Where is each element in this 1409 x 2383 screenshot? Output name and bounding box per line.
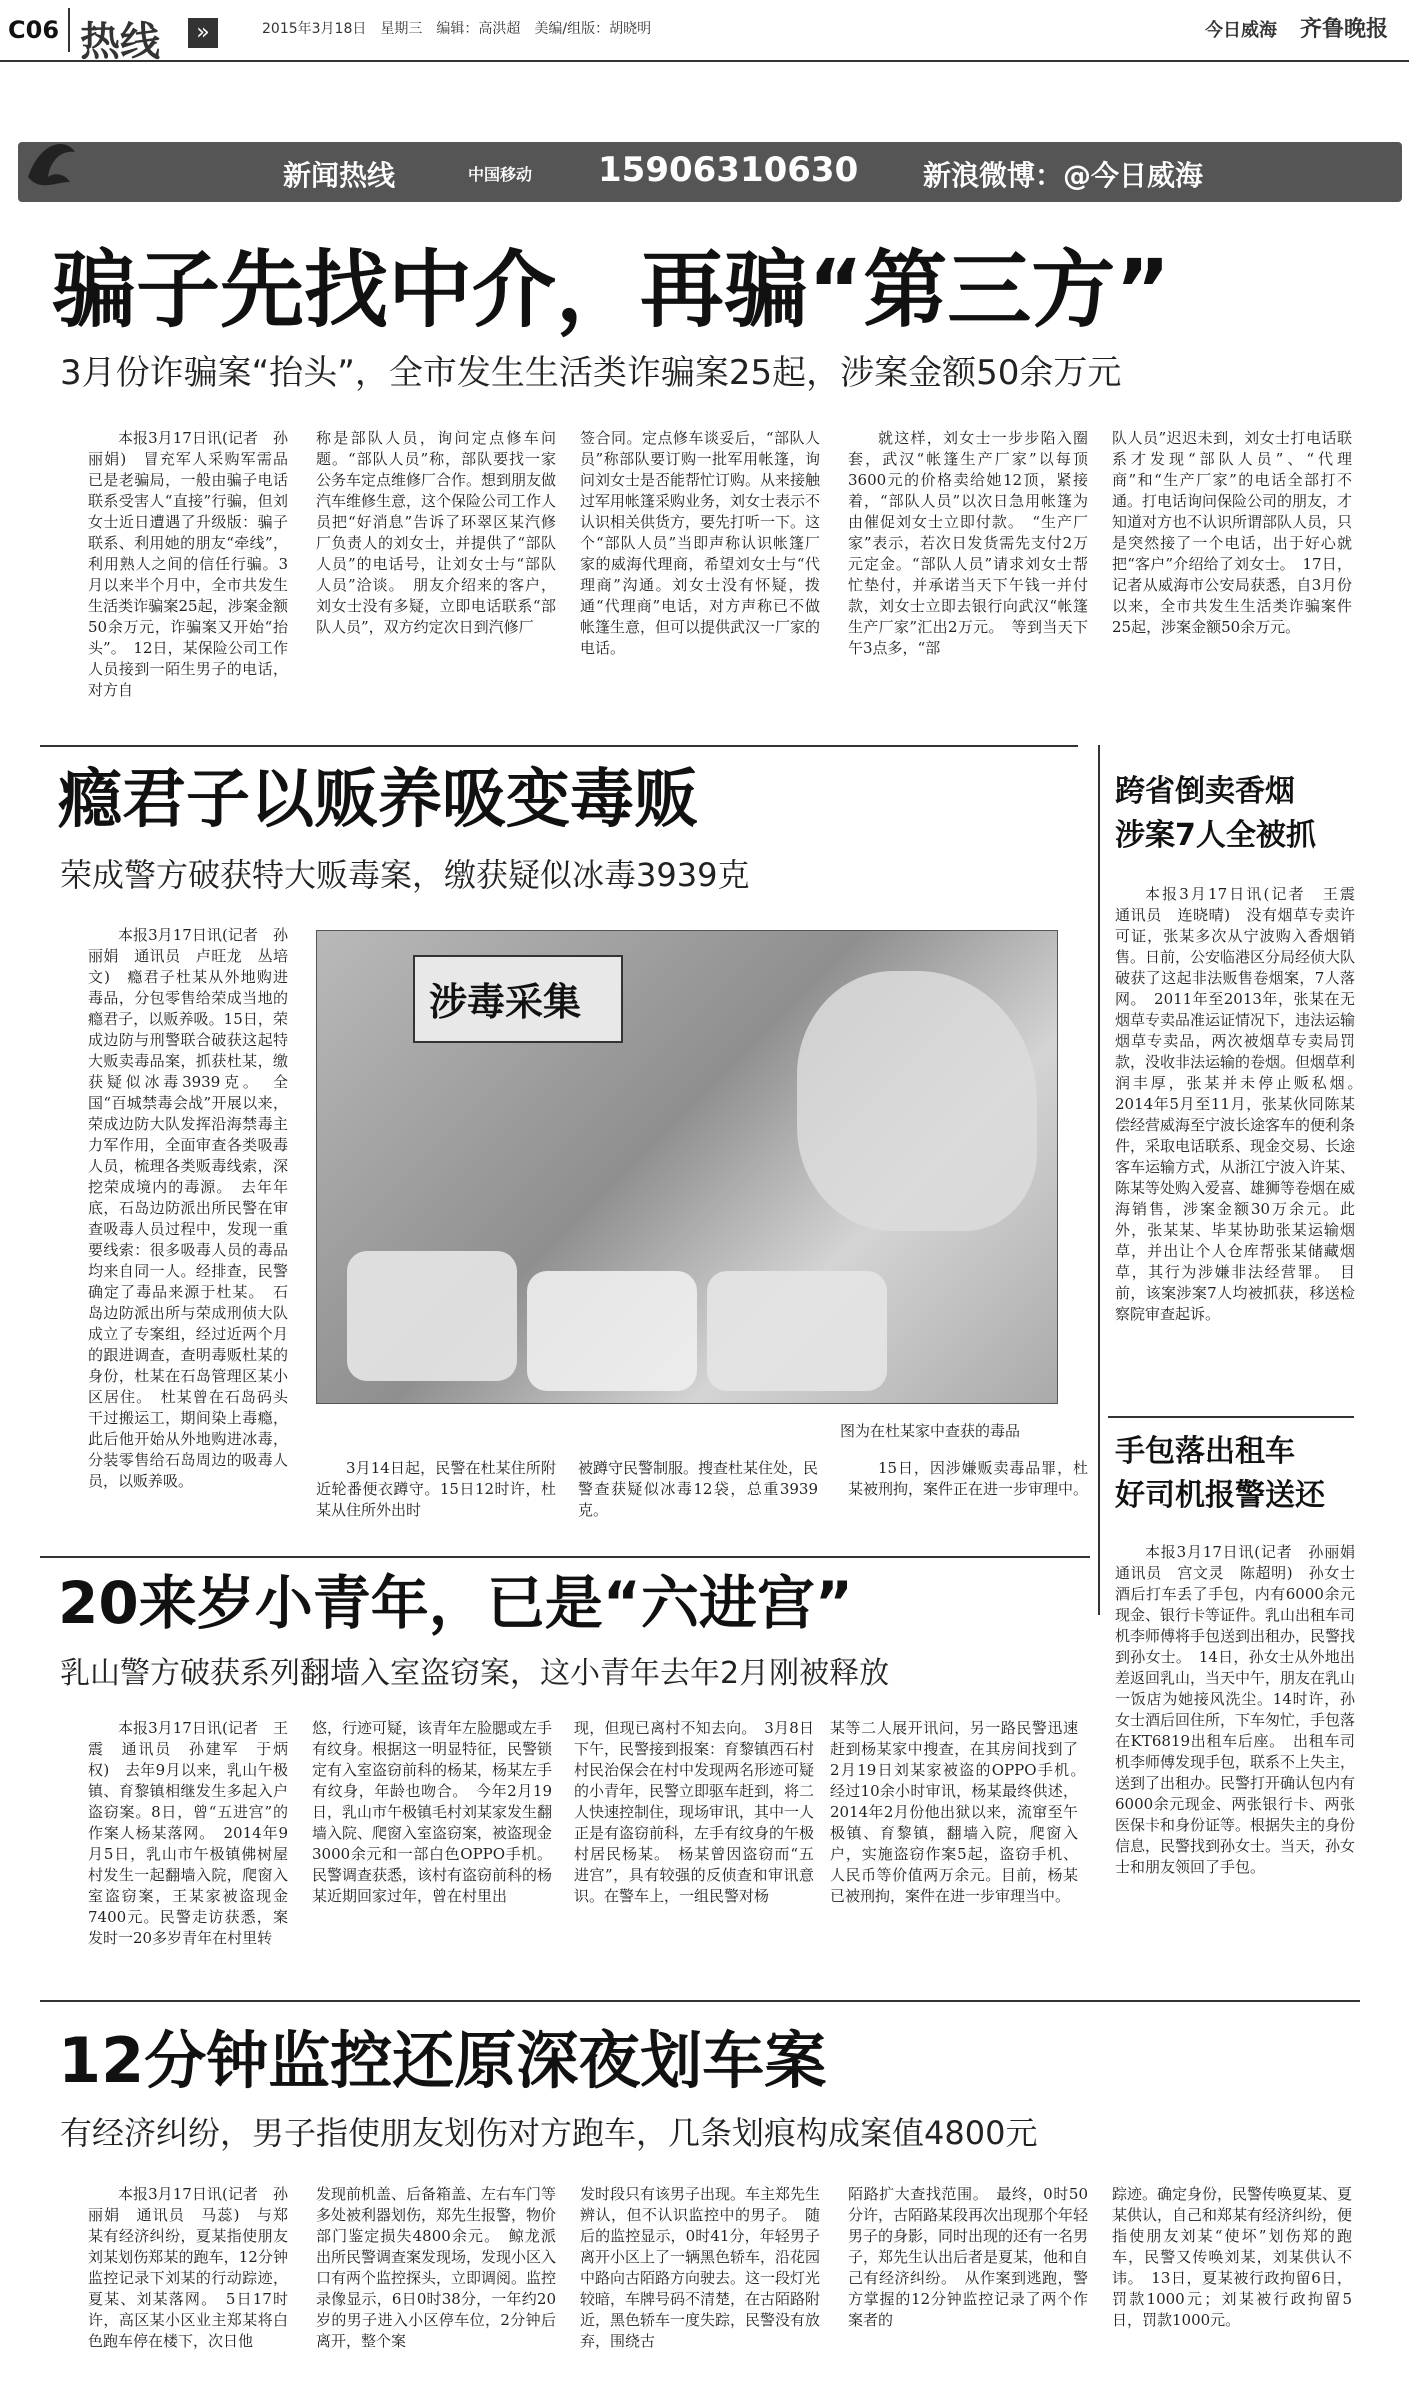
article1-col4: 就这样，刘女士一步步陷入圈套，武汉“帐篷生产厂家”以每顶3600元的价格卖给她12顶，紧接着，“部队人员”以次日急用帐篷为由催促刘女士立即付款。 “生产厂家”表示，若次日发货需先支付2万元定金。“部队人员”请求刘女士帮忙垫付，并承诺当天下午钱一并付款，刘女士立即去银行向武汉“帐篷生产厂家”汇出2万元。 等到当天下午3点多，“部 <box>848 429 1088 657</box>
weibo-handle: 新浪微博：@今日威海 <box>923 159 1204 192</box>
article3-col1: 本报3月17日讯(记者 王震 通讯员 孙建军 于炳权) 去年9月以来，乳山午极镇、育黎镇相继发生多起入户盗窃案。8日，曾“五进宫”的作案人杨某落网。 2014年9月5日，乳山市午极镇佛树屋村发生一起翻墙入院，爬窗入室盗窃案，王某家被盗现金7400元。民警走访获悉，案发时一20多岁青年在村里转 <box>88 1719 288 1947</box>
brand-name: 今日威海 <box>1205 20 1277 41</box>
side2-body: 本报3月17日讯(记者 孙丽娟 通讯员 宫文灵 陈超明) 孙女士酒后打车丢了手包，内有6000余元现金、银行卡等证件。乳山出租车司机李师傅将手包送到出租办，民警找到孙女士。 14日，孙女士从外地出差返回乳山，当天中午，朋友在乳山一饭店为她接风洗尘。14时许，孙女士酒后回住所，下车匆忙，手包落在KT6819出租车后座。 出租车司机李师傅发现手包，联系不上失主，送到了出租办。民警打开确认包内有6000余元现金、两张银行卡、两张医保卡和身份证等。根据失主的身份信息，民警找到孙女士。当天，孙女士和朋友领回了手包。 <box>1115 1543 1371 1876</box>
article1-col5: 队人员”迟迟未到，刘女士打电话联系才发现“部队人员”、“代理商”和“生产厂家”的电话全部打不通。打电话询问保险公司的朋友，才知道对方也不认识所谓部队人员，只是突然接了一个电话，出于好心就把“客户”介绍给了刘女士。 17日，记者从威海市公安局获悉，自3月份以来，全市共发生生活类诈骗案件25起，涉案金额50余万元。 <box>1112 429 1353 636</box>
phoenix-logo-icon <box>20 132 80 202</box>
article4-col4: 陌路扩大查找范围。 最终，0时50分许，古陌路某段再次出现那个年轻男子的身影，同时出现的还有一名男子，郑先生认出后者是夏某，他和自己有经济纠纷。 从作案到逃跑，警方掌握的12分钟监控记录了两个作案者的 <box>848 2185 1089 2329</box>
article1-col3: 签合同。定点修车谈妥后，“部队人员”称部队要订购一批军用帐篷，询问刘女士是否能帮忙订购。从来接触过军用帐篷采购业务，刘女士表示不认识相关供货方，要先打听一下。这个“部队人员”当即声称认识帐篷厂家的威海代理商，希望刘女士与“代理商”沟通。刘女士没有怀疑，拨通“代理商”电话，对方声称已不做帐篷生意，但可以提供武汉一厂家的电话。 <box>580 429 821 657</box>
drug-seizure-photo <box>316 930 1058 1404</box>
hotline-phone: 15906310630 <box>598 150 859 190</box>
divider <box>40 1556 1090 1558</box>
article4-col2: 发现前机盖、后备箱盖、左右车门等多处被利器划伤，郑先生报警，物价部门鉴定损失4800余元。 鲸龙派出所民警调查案发现场，发现小区入口有两个监控探头，立即调阅。监控录像显示，6日0时38分，一年约20岁的男子进入小区停车位，2分钟后离开，整个案 <box>316 2185 557 2350</box>
photo-sign: 涉毒采集 <box>429 980 582 1024</box>
article1-title: 骗子先找中介，再骗“第三方” <box>52 241 1171 339</box>
side2-title: 手包落出租车 好司机报警送还 <box>1115 1434 1325 1513</box>
article3-col3: 现，但现已离村不知去向。 3月8日下午，民警接到报案：育黎镇西石村村民治保会在村中发现两名形迹可疑的小青年，民警立即驱车赶到，将二人快速控制住，现场审讯，其中一人正是有盗窃前科，左手有纹身的午极村居民杨某。 杨某曾因盗窃而“五进宫”，具有较强的反侦查和审讯意识。在警车上，一组民警对杨 <box>574 1719 815 1905</box>
article2-subtitle: 荣成警方破获特大贩毒案，缴获疑似冰毒3939克 <box>60 856 750 894</box>
article4-subtitle: 有经济纠纷，男子指使朋友划伤对方跑车，几条划痕构成案值4800元 <box>60 2114 1038 2152</box>
article2-col1: 本报3月17日讯(记者 孙丽娟 通讯员 卢旺龙 丛培文) 瘾君子杜某从外地购进毒品，分包零售给荣成当地的瘾君子，以贩养吸。15日，荣成边防与刑警联合破获这起特大贩卖毒品案，抓获杜某，缴获疑似冰毒3939克。 全国“百城禁毒会战”开展以来，荣成边防大队发挥沿海禁毒主力军作用，全面审查各类吸毒人员，梳理各类贩毒线索，深挖荣成境内的毒源。 去年年底，石岛边防派出所民警在审查吸毒人员过程中，发现一重要线索：很多吸毒人员的毒品均来自同一人。经排查，民警确定了毒品来源于杜某。 石岛边防派出所与荣成刑侦大队成立了专案组，经过近两个月的跟进调查，查明毒贩杜某的身份，杜某在石岛管理区某小区居住。 杜某曾在石岛码头干过搬运工，期间染上毒瘾，此后他开始从外地购进冰毒，分装零售给石岛周边的吸毒人员，以贩养吸。 <box>88 926 288 1490</box>
article2-col3: 被蹲守民警制服。搜查杜某住处，民警查获疑似冰毒12袋，总重3939克。 <box>578 1459 819 1519</box>
date-line: 2015年3月18日 星期三 编辑：高洪超 美编/组版：胡晓明 <box>262 21 652 37</box>
divider <box>1098 745 1100 1615</box>
article1-subtitle: 3月份诈骗案“抬头”，全市发生生活类诈骗案25起，涉案金额50余万元 <box>60 353 1122 393</box>
article3-subtitle: 乳山警方破获系列翻墙入室盗窃案，这小青年去年2月刚被释放 <box>60 1656 890 1691</box>
divider <box>40 2000 1360 2002</box>
divider <box>40 745 1078 747</box>
article2-col4: 15日，因涉嫌贩卖毒品罪，杜某被刑拘，案件正在进一步审理中。 <box>848 1459 1089 1498</box>
article4-col1: 本报3月17日讯(记者 孙丽娟 通讯员 马蕊) 与郑某有经济纠纷，夏某指使朋友刘某划伤郑某的跑车，12分钟监控记录下刘某的行动踪迹，夏某、刘某落网。 5日17时许，高区某小区业主郑某将白色跑车停在楼下，次日他 <box>88 2185 288 2350</box>
page-header <box>0 0 1409 65</box>
section-title: 热线 <box>80 19 160 65</box>
article1-col2: 称是部队人员，询问定点修车问题。“部队人员”称，部队要找一家公务车定点维修厂合作。想到朋友做汽车维修生意，这个保险公司工作人员把“好消息”告诉了环翠区某汽修厂负责人的刘女士，并提供了“部队人员”的电话号，让刘女士与“部队人员”洽谈。 朋友介绍来的客户，刘女士没有多疑，立即电话联系“部队人员”，双方约定次日到汽修厂 <box>316 429 557 636</box>
mobile-logo: 中国移动 <box>468 165 533 184</box>
article4-col5: 踪迹。确定身份，民警传唤夏某、夏某供认，自己和郑某有经济纠纷，便指使朋友刘某“使坏”划伤郑的跑车，民警又传唤刘某，刘某供认不讳。 13日，夏某被行政拘留6日，罚款1000元；刘某被行政拘留5日，罚款1000元。 <box>1112 2185 1353 2329</box>
chevron-right-icon: » <box>188 18 218 48</box>
divider <box>68 8 70 52</box>
article1-col1: 本报3月17日讯(记者 孙丽娟) 冒充军人采购军需品已是老骗局，一般由骗子电话联系受害人“直接”行骗，但刘女士近日遭遇了升级版：骗子联系、利用她的朋友“牵线”，利用熟人之间的信任行骗。3月以来半个月中，全市共发生生活类诈骗案25起，涉案金额50余万元，诈骗案又开始“抬头”。 12日，某保险公司工作人员接到一陌生男子的电话，对方自 <box>88 429 288 699</box>
paper-logo: 齐鲁晚报 <box>1300 17 1389 42</box>
photo-caption: 图为在杜某家中查获的毒品 <box>840 1422 1021 1440</box>
hotline-title: 新闻热线 <box>283 159 396 192</box>
article3-col2: 悠，行迹可疑，该青年左脸腮或左手有纹身。根据这一明显特征，民警锁定有入室盗窃前科的杨某，杨某左手有纹身，年龄也吻合。 今年2月19日，乳山市午极镇毛村刘某家发生翻墙入院、爬窗入室盗窃案，被盗现金3000余元和一部白色OPPO手机。民警调查获悉，该村有盗窃前科的杨某近期回家过年，曾在村里出 <box>312 1719 553 1905</box>
article3-title: 20来岁小青年，已是“六进宫” <box>58 1569 853 1637</box>
article4-title: 12分钟监控还原深夜划车案 <box>58 2024 827 2097</box>
side1-title: 跨省倒卖香烟 涉案7人全被抓 <box>1115 774 1316 853</box>
article4-col3: 发时段只有该男子出现。车主郑先生辨认，但不认识监控中的男子。 随后的监控显示，0时41分，年轻男子离开小区上了一辆黑色轿车，沿花园中路向古陌路方向驶去。这一段灯光较暗，车牌号码不清楚，在古陌路附近，黑色轿车一度失踪，民警没有放弃，围绕古 <box>580 2185 821 2350</box>
article2-title: 瘾君子以贩养吸变毒贩 <box>58 763 698 837</box>
hotline-bar <box>18 142 1402 202</box>
page-number: C06 <box>8 16 60 44</box>
side1-body: 本报3月17日讯(记者 王震 通讯员 连晓晴) 没有烟草专卖许可证，张某多次从宁波购入香烟销售。日前，公安临港区分局经侦大队破获了这起非法贩售卷烟案，7人落网。 2011年至2013年，张某在无烟草专卖品准运证情况下，违法运输烟草专卖品，两次被烟草专卖局罚款，没收非法运输的卷烟。但烟草利润丰厚，张某并未停止贩私烟。 2014年5月至11月，张某伙同陈某偿经营威海至宁波长途客车的便利条件，采取电话联系、现金交易、长途客车运输方式，从浙江宁波入许某、陈某等处购入爱喜、雄狮等卷烟在威海销售，涉案金额30万余元。此外，张某某、毕某协助张某运输烟草，并出让个人仓库帮张某储藏烟草，其行为涉嫌非法经营罪。 目前，该案涉案7人均被抓获，移送检察院审查起诉。 <box>1115 885 1371 1323</box>
article2-col2: 3月14日起，民警在杜某住所附近轮番便衣蹲守。15日12时许，杜某从住所外出时 <box>316 1459 556 1519</box>
article3-col4: 某等二人展开讯问，另一路民警迅速赶到杨某家中搜查，在其房间找到了2月19日刘某家被盗的OPPO手机。 经过10余小时审讯，杨某最终供述，2014年2月份他出狱以来，流窜至午极镇、育黎镇，翻墙入院，爬窗入户，实施盗窃作案5起，盗窃手机、人民币等价值两万余元。目前，杨某已被刑拘，案件在进一步审理当中。 <box>830 1719 1094 1905</box>
divider <box>1108 1416 1354 1418</box>
